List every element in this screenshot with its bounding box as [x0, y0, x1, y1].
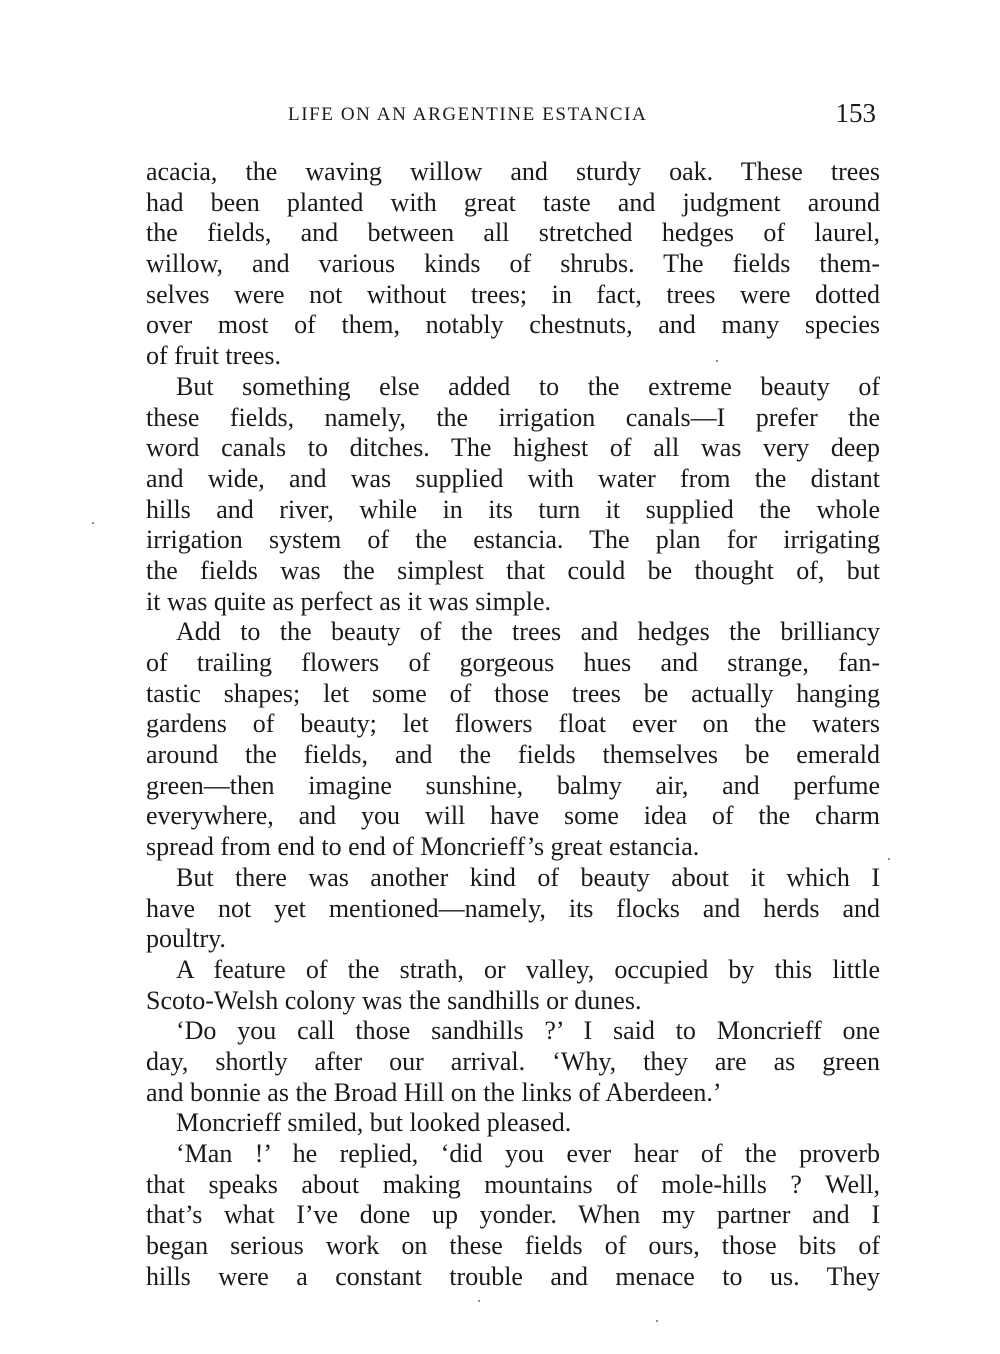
body-text — [146, 157, 880, 1292]
text-line: it was quite as perfect as it was simple. — [146, 586, 552, 616]
print-speck — [478, 1300, 480, 1302]
text-line: these fields, namely, the irrigation canals—I prefer the — [146, 402, 880, 432]
text-line: word canals to ditches. The highest of all was very deep — [146, 433, 880, 463]
text-line: began serious work on these fields of ours, those bits of — [146, 1231, 880, 1261]
text-line: ‘Man !’ he replied, ‘did you ever hear of the proverb — [176, 1139, 880, 1168]
text-line: But something else added to the extreme beauty of — [176, 371, 880, 401]
text-line: around the fields, and the fields themselves be emerald — [146, 740, 880, 770]
print-speck — [656, 1320, 658, 1322]
text-line: irrigation system of the estancia. The plan for irrigating — [146, 525, 880, 555]
text-line: poultry. — [146, 924, 226, 954]
text-line: green—then imagine sunshine, balmy air, and perfume — [146, 770, 880, 800]
running-header — [146, 98, 880, 134]
text-line: ‘Do you call those sandhills ?’ I said to Moncrieff one — [176, 1016, 880, 1046]
text-line: of fruit trees. — [146, 341, 282, 371]
text-line: that’s what I’ve done up yonder. When my partner and I — [146, 1200, 880, 1230]
text-line: A feature of the strath, or valley, occupied by this little — [176, 954, 880, 984]
text-line: the fields, and between all stretched hedges of laurel, — [146, 218, 880, 248]
running-title: LIFE ON AN ARGENTINE ESTANCIA — [288, 104, 648, 125]
text-line: had been planted with great taste and judgment around — [146, 187, 880, 217]
text-line: everywhere, and you will have some idea of the charm — [146, 801, 880, 831]
text-line: over most of them, notably chestnuts, and many species — [146, 310, 880, 340]
text-line: have not yet mentioned—namely, its flocks and herds and — [146, 893, 880, 923]
print-speck — [888, 858, 890, 860]
text-line: acacia, the waving willow and sturdy oak. These trees — [146, 157, 880, 186]
text-line: that speaks about making mountains of mole-hills ? Well, — [146, 1169, 880, 1199]
text-line: tastic shapes; let some of those trees be actually hanging — [146, 678, 880, 708]
text-line: of trailing flowers of gorgeous hues and strange, fan- — [146, 648, 880, 677]
text-line: willow, and various kinds of shrubs. The fields them- — [146, 249, 880, 279]
print-speck — [716, 360, 718, 362]
text-line: Add to the beauty of the trees and hedges the brilliancy — [176, 617, 880, 647]
text-line: and wide, and was supplied with water from the distant — [146, 463, 880, 493]
text-line: hills and river, while in its turn it supplied the whole — [146, 494, 880, 524]
text-line: Moncrieff smiled, but looked pleased. — [176, 1108, 572, 1138]
text-line: and bonnie as the Broad Hill on the links of Aberdeen.’ — [146, 1077, 722, 1107]
text-line: spread from end to end of Moncrieff’s great estancia. — [146, 832, 700, 862]
text-line: gardens of beauty; let flowers float ever on the waters — [146, 709, 880, 739]
page-number: 153 — [835, 98, 876, 128]
text-line: day, shortly after our arrival. ‘Why, they are as green — [146, 1046, 880, 1076]
text-line: the fields was the simplest that could be thought of, but — [146, 555, 880, 585]
text-line: Scoto-Welsh colony was the sandhills or dunes. — [146, 985, 642, 1015]
print-speck — [92, 522, 94, 524]
text-line: But there was another kind of beauty about it which I — [176, 862, 880, 892]
text-line: hills were a constant trouble and menace to us. They — [146, 1261, 880, 1291]
text-line: selves were not without trees; in fact, trees were dotted — [146, 279, 880, 309]
